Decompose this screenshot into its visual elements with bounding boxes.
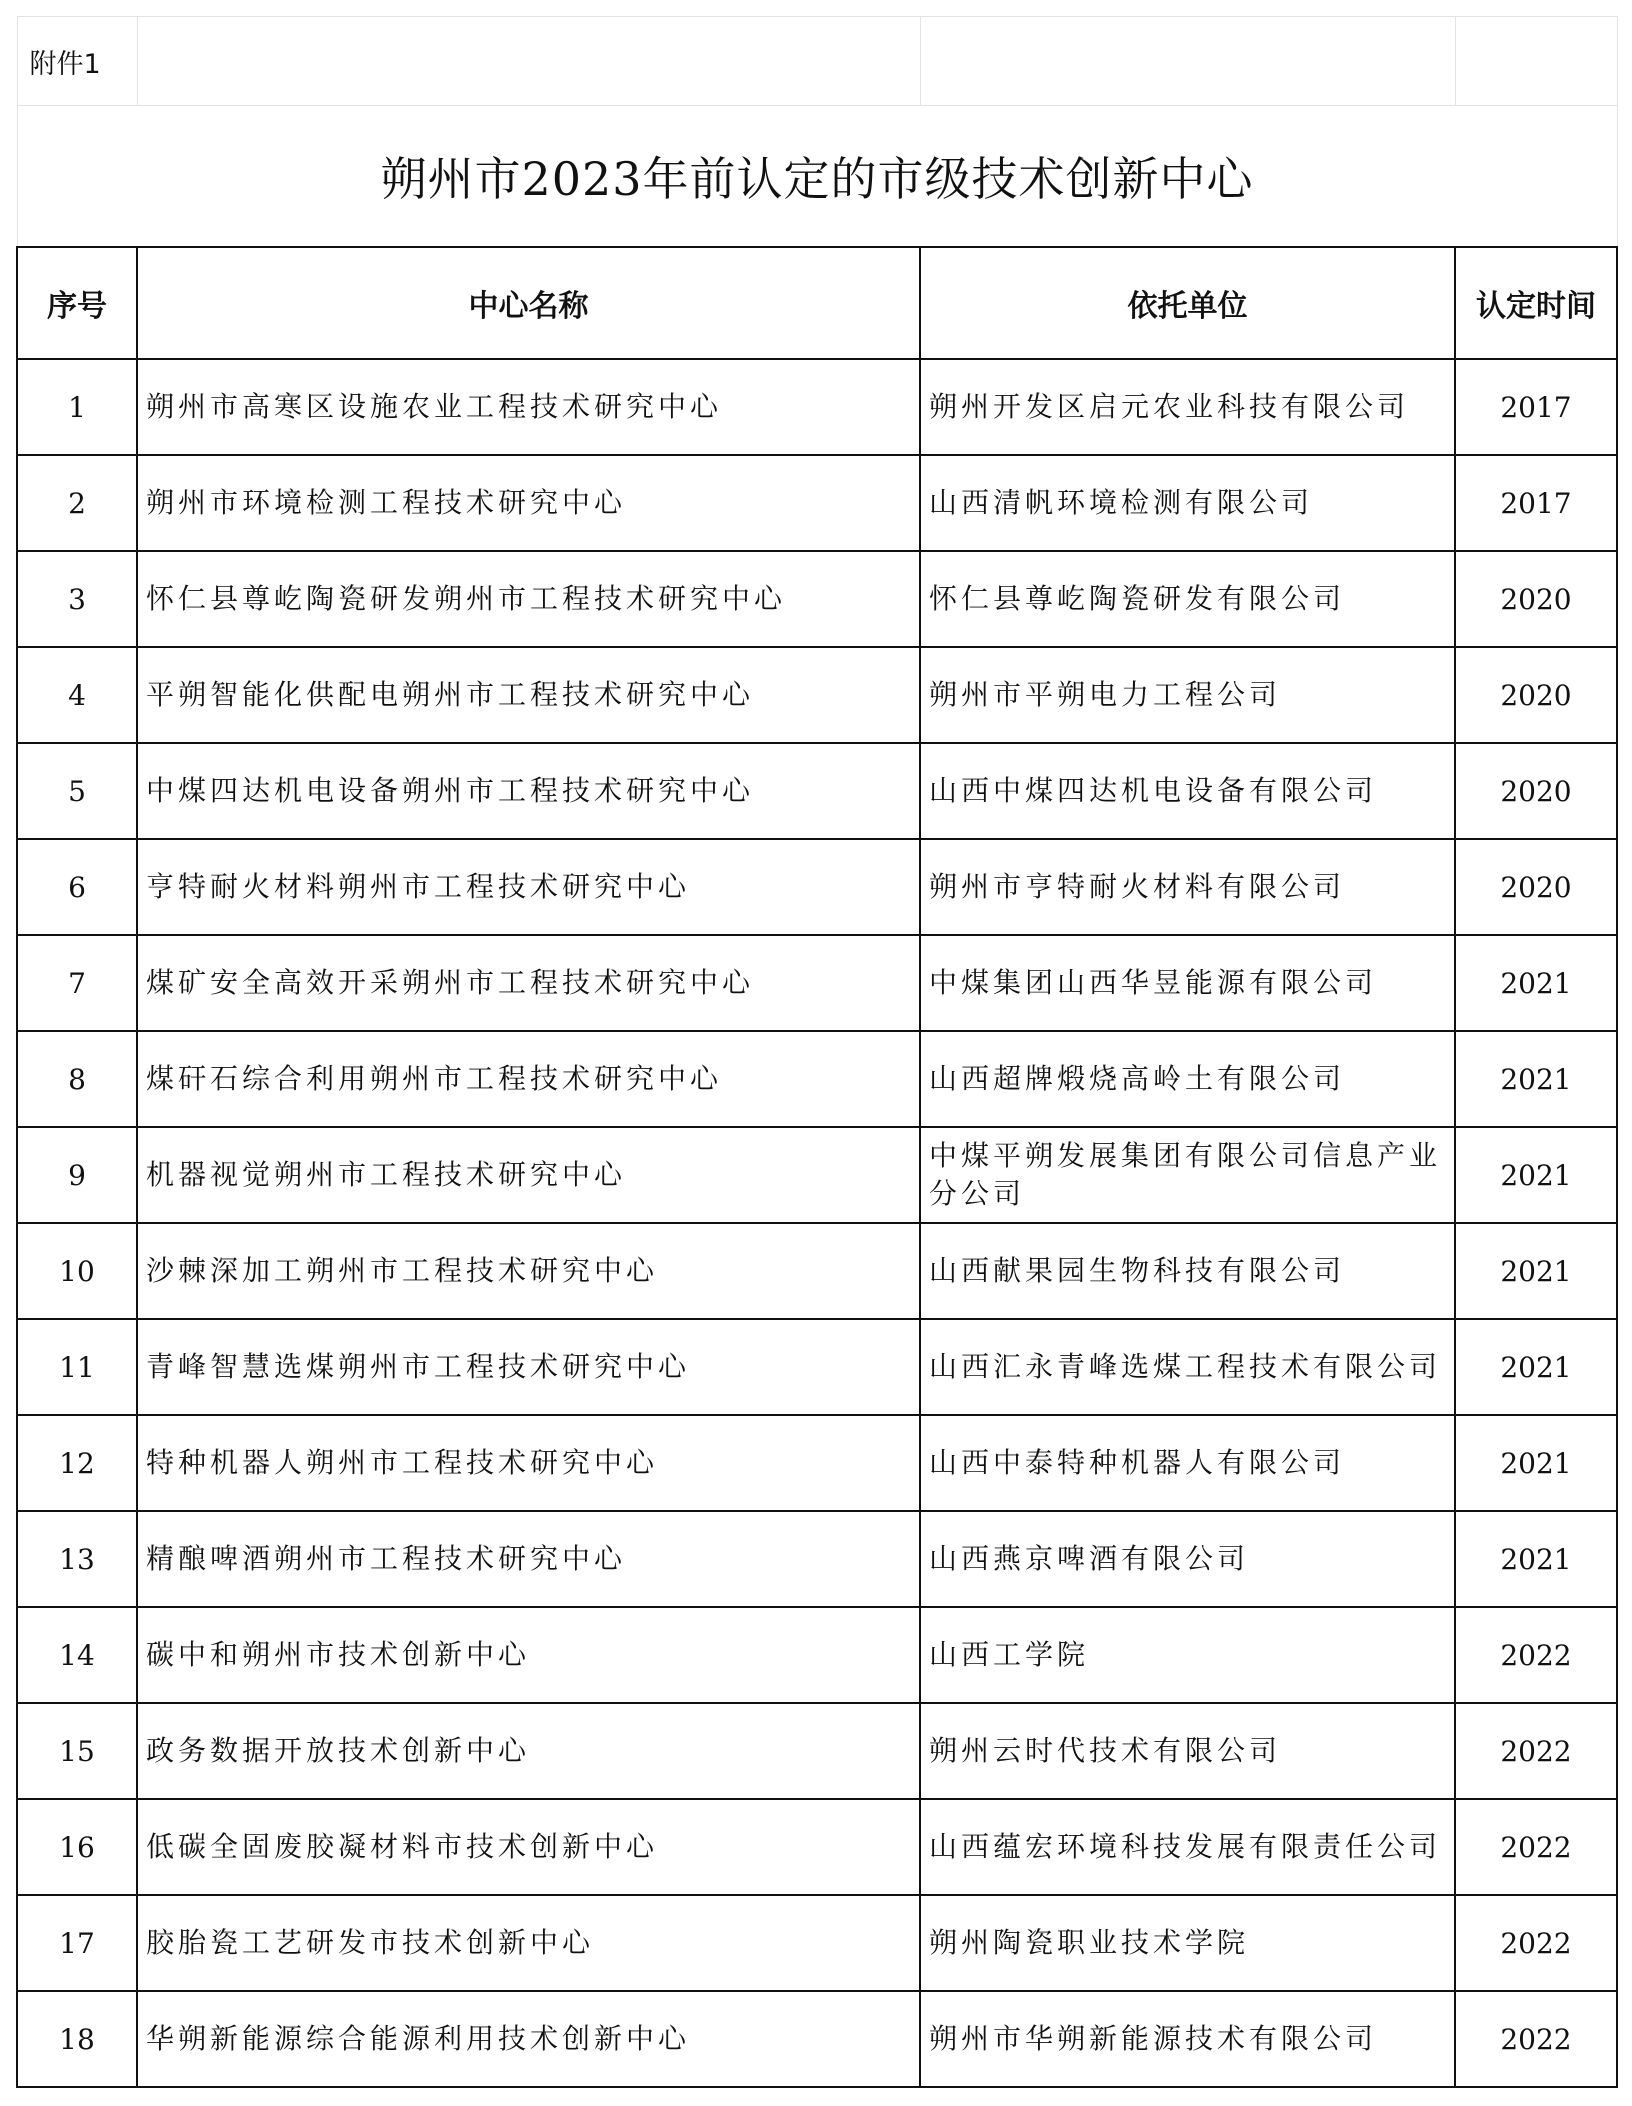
row-year: 2017	[1455, 455, 1617, 551]
row-seq: 16	[17, 1799, 137, 1895]
attachment-row	[17, 17, 1617, 106]
row-seq: 5	[17, 743, 137, 839]
header-year: 认定时间	[1455, 247, 1617, 359]
row-year: 2020	[1455, 839, 1617, 935]
row-host-unit: 中煤平朔发展集团有限公司信息产业分公司	[920, 1127, 1455, 1223]
row-year: 2020	[1455, 743, 1617, 839]
row-year: 2020	[1455, 551, 1617, 647]
innovation-center-table	[16, 16, 1618, 2088]
table-row	[17, 1511, 1617, 1607]
row-seq: 2	[17, 455, 137, 551]
header-unit: 依托单位	[920, 247, 1455, 359]
row-year: 2021	[1455, 1511, 1617, 1607]
empty-cell	[1455, 17, 1617, 106]
row-year: 2021	[1455, 935, 1617, 1031]
table-row	[17, 1607, 1617, 1703]
row-center-name: 朔州市环境检测工程技术研究中心	[137, 455, 920, 551]
row-center-name: 煤矸石综合利用朔州市工程技术研究中心	[137, 1031, 920, 1127]
row-center-name: 胶胎瓷工艺研发市技术创新中心	[137, 1895, 920, 1991]
row-seq: 14	[17, 1607, 137, 1703]
table-row	[17, 647, 1617, 743]
row-center-name: 中煤四达机电设备朔州市工程技术研究中心	[137, 743, 920, 839]
row-year: 2022	[1455, 1799, 1617, 1895]
row-seq: 11	[17, 1319, 137, 1415]
row-host-unit: 山西中煤四达机电设备有限公司	[920, 743, 1455, 839]
row-year: 2020	[1455, 647, 1617, 743]
empty-cell	[137, 17, 920, 106]
row-center-name: 朔州市高寒区设施农业工程技术研究中心	[137, 359, 920, 455]
row-seq: 9	[17, 1127, 137, 1223]
row-seq: 13	[17, 1511, 137, 1607]
row-host-unit: 山西清帆环境检测有限公司	[920, 455, 1455, 551]
row-center-name: 特种机器人朔州市工程技术研究中心	[137, 1415, 920, 1511]
row-host-unit: 朔州云时代技术有限公司	[920, 1703, 1455, 1799]
row-year: 2021	[1455, 1319, 1617, 1415]
table-row	[17, 1127, 1617, 1223]
table-row	[17, 1703, 1617, 1799]
row-center-name: 沙棘深加工朔州市工程技术研究中心	[137, 1223, 920, 1319]
table-row	[17, 1223, 1617, 1319]
row-seq: 1	[17, 359, 137, 455]
table-row	[17, 1991, 1617, 2087]
table-row	[17, 455, 1617, 551]
row-seq: 15	[17, 1703, 137, 1799]
title-row	[17, 106, 1617, 248]
row-host-unit: 山西工学院	[920, 1607, 1455, 1703]
row-year: 2021	[1455, 1415, 1617, 1511]
header-seq: 序号	[17, 247, 137, 359]
header-name: 中心名称	[137, 247, 920, 359]
header-row	[17, 247, 1617, 359]
row-year: 2021	[1455, 1127, 1617, 1223]
table-row	[17, 935, 1617, 1031]
row-year: 2022	[1455, 1703, 1617, 1799]
row-host-unit: 朔州陶瓷职业技术学院	[920, 1895, 1455, 1991]
attachment-label: 附件1	[17, 17, 137, 106]
table-row	[17, 359, 1617, 455]
row-host-unit: 怀仁县尊屹陶瓷研发有限公司	[920, 551, 1455, 647]
table-row	[17, 1319, 1617, 1415]
row-seq: 6	[17, 839, 137, 935]
row-host-unit: 山西汇永青峰选煤工程技术有限公司	[920, 1319, 1455, 1415]
row-host-unit: 中煤集团山西华昱能源有限公司	[920, 935, 1455, 1031]
row-seq: 8	[17, 1031, 137, 1127]
row-center-name: 煤矿安全高效开采朔州市工程技术研究中心	[137, 935, 920, 1031]
row-center-name: 碳中和朔州市技术创新中心	[137, 1607, 920, 1703]
row-host-unit: 朔州开发区启元农业科技有限公司	[920, 359, 1455, 455]
row-year: 2021	[1455, 1223, 1617, 1319]
row-seq: 18	[17, 1991, 137, 2087]
row-year: 2017	[1455, 359, 1617, 455]
table-row	[17, 1799, 1617, 1895]
row-host-unit: 朔州市华朔新能源技术有限公司	[920, 1991, 1455, 2087]
row-year: 2022	[1455, 1607, 1617, 1703]
table-row	[17, 551, 1617, 647]
table-row	[17, 1895, 1617, 1991]
row-center-name: 政务数据开放技术创新中心	[137, 1703, 920, 1799]
row-seq: 10	[17, 1223, 137, 1319]
row-center-name: 亨特耐火材料朔州市工程技术研究中心	[137, 839, 920, 935]
empty-cell	[920, 17, 1455, 106]
row-host-unit: 山西中泰特种机器人有限公司	[920, 1415, 1455, 1511]
row-center-name: 青峰智慧选煤朔州市工程技术研究中心	[137, 1319, 920, 1415]
table-row	[17, 1415, 1617, 1511]
row-host-unit: 山西超牌煅烧高岭土有限公司	[920, 1031, 1455, 1127]
row-host-unit: 山西燕京啤酒有限公司	[920, 1511, 1455, 1607]
row-year: 2022	[1455, 1895, 1617, 1991]
row-seq: 3	[17, 551, 137, 647]
row-center-name: 精酿啤酒朔州市工程技术研究中心	[137, 1511, 920, 1607]
row-center-name: 华朔新能源综合能源利用技术创新中心	[137, 1991, 920, 2087]
row-seq: 17	[17, 1895, 137, 1991]
page-title: 朔州市2023年前认定的市级技术创新中心	[17, 106, 1617, 248]
row-host-unit: 朔州市平朔电力工程公司	[920, 647, 1455, 743]
table-row	[17, 839, 1617, 935]
row-year: 2022	[1455, 1991, 1617, 2087]
row-seq: 4	[17, 647, 137, 743]
row-center-name: 平朔智能化供配电朔州市工程技术研究中心	[137, 647, 920, 743]
row-seq: 12	[17, 1415, 137, 1511]
row-year: 2021	[1455, 1031, 1617, 1127]
row-center-name: 低碳全固废胶凝材料市技术创新中心	[137, 1799, 920, 1895]
row-seq: 7	[17, 935, 137, 1031]
row-center-name: 机器视觉朔州市工程技术研究中心	[137, 1127, 920, 1223]
table-row	[17, 743, 1617, 839]
row-host-unit: 山西献果园生物科技有限公司	[920, 1223, 1455, 1319]
row-center-name: 怀仁县尊屹陶瓷研发朔州市工程技术研究中心	[137, 551, 920, 647]
spreadsheet	[16, 16, 1616, 2088]
row-host-unit: 朔州市亨特耐火材料有限公司	[920, 839, 1455, 935]
row-host-unit: 山西蕴宏环境科技发展有限责任公司	[920, 1799, 1455, 1895]
table-row	[17, 1031, 1617, 1127]
